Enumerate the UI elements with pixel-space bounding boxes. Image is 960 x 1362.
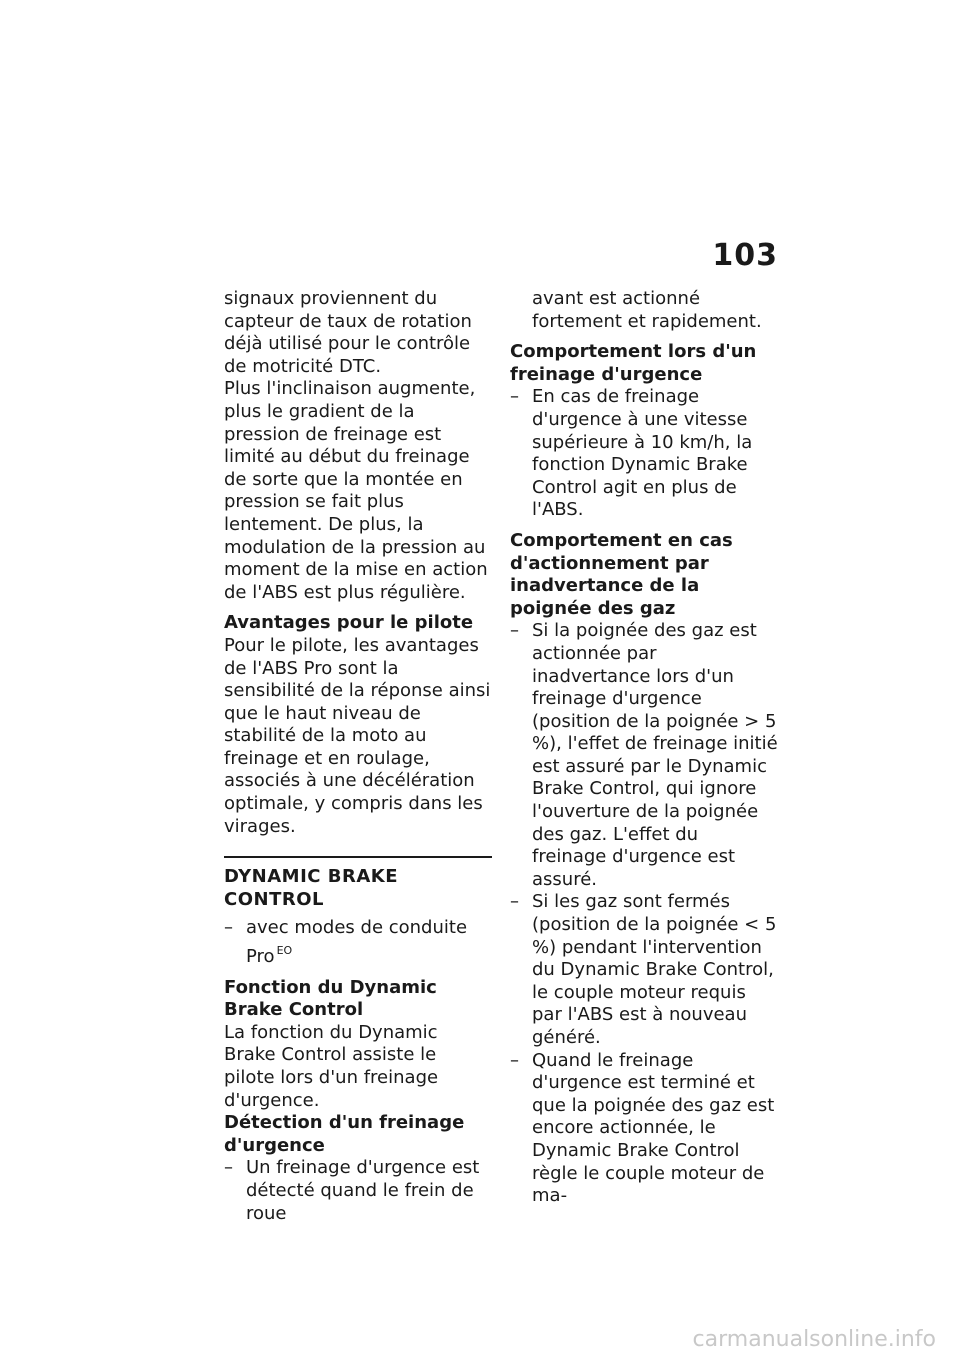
right-column	[510, 288, 778, 1208]
detection-list-item	[224, 1157, 492, 1225]
inclinaison-paragraph: Plus l'inclinaison augmente, plus le gradient de la pression de freinage est limité au début du freinage de sorte que la montée en pression se fait plus lentement. De plus, la modulation de la pression au moment de la mise en action de l'ABS est plus régulière.	[224, 378, 488, 603]
dash-bullet: –	[510, 620, 519, 642]
comportement1-text: En cas de freinage d'urgence à une vitesse supérieure à 10 km/h, la fonction Dynamic Brake Control agit en plus de l'ABS.	[532, 386, 753, 521]
gaz-list-item-2	[510, 891, 778, 1049]
gaz-item-1-text: Si la poignée des gaz est actionnée par inadvertance lors d'un freinage d'urgence (position de la poignée > 5 %), l'effet de freinage initié est assuré par le Dynamic Brake Control, qui ignore l'ouverture de la poignée des gaz. L'effet du freinage d'urgence est assuré.	[532, 620, 778, 890]
section-title: DYNAMIC BRAKE CONTROL	[224, 866, 399, 910]
modes-list-item	[224, 917, 492, 968]
section-divider	[224, 856, 492, 911]
avantages-heading: Avantages pour le pilote	[224, 612, 474, 634]
dash-bullet: –	[510, 891, 519, 913]
detection-text: Un freinage d'urgence est détecté quand le frein de roue	[246, 1157, 480, 1224]
modes-text: avec modes de conduite Pro	[246, 917, 468, 968]
watermark: carmanualsonline.info	[692, 1327, 936, 1352]
comportement1-heading: Comportement lors d'un freinage d'urgence	[510, 341, 757, 385]
dash-bullet: –	[510, 386, 519, 408]
gaz-list-item-1	[510, 620, 778, 891]
detection-continued-text: avant est actionné fortement et rapidement.	[532, 288, 762, 332]
detection-continued-item	[510, 288, 778, 333]
comportement1-list-item	[510, 386, 778, 522]
left-column	[224, 288, 492, 1225]
dash-bullet: –	[224, 917, 233, 939]
dash-bullet: –	[224, 1157, 233, 1179]
detection-heading: Détection d'un freinage d'urgence	[224, 1112, 465, 1156]
optional-equipment-mark: EO	[276, 944, 293, 958]
page-number: 103	[712, 238, 778, 273]
intro-paragraph: signaux proviennent du capteur de taux de rotation déjà utilisé pour le contrôle de motricité DTC.	[224, 288, 472, 377]
fonction-text: La fonction du Dynamic Brake Control assiste le pilote lors d'un freinage d'urgence.	[224, 1021, 439, 1111]
gaz-list-item-3	[510, 1050, 778, 1208]
avantages-text: Pour le pilote, les avantages de l'ABS Pro sont la sensibilité de la réponse ainsi que le haut niveau de stabilité de la moto au freinage et en roulage, associés à une décélération optimale, y compris dans les virages.	[224, 634, 491, 837]
comportement2-heading: Comportement en cas d'actionnement par inadvertance de la poignée des gaz	[510, 529, 733, 619]
fonction-heading: Fonction du Dynamic Brake Control	[224, 976, 437, 1021]
dash-bullet: –	[510, 1049, 519, 1071]
gaz-item-2-text: Si les gaz sont fermés (position de la poignée < 5 %) pendant l'intervention du Dynamic Brake Control, le couple moteur requis par l'ABS est à nouveau généré.	[532, 891, 777, 1048]
gaz-item-3-text: Quand le freinage d'urgence est terminé et que la poignée des gaz est encore actionnée, le Dynamic Brake Control règle le couple moteur de ma-	[532, 1049, 775, 1207]
